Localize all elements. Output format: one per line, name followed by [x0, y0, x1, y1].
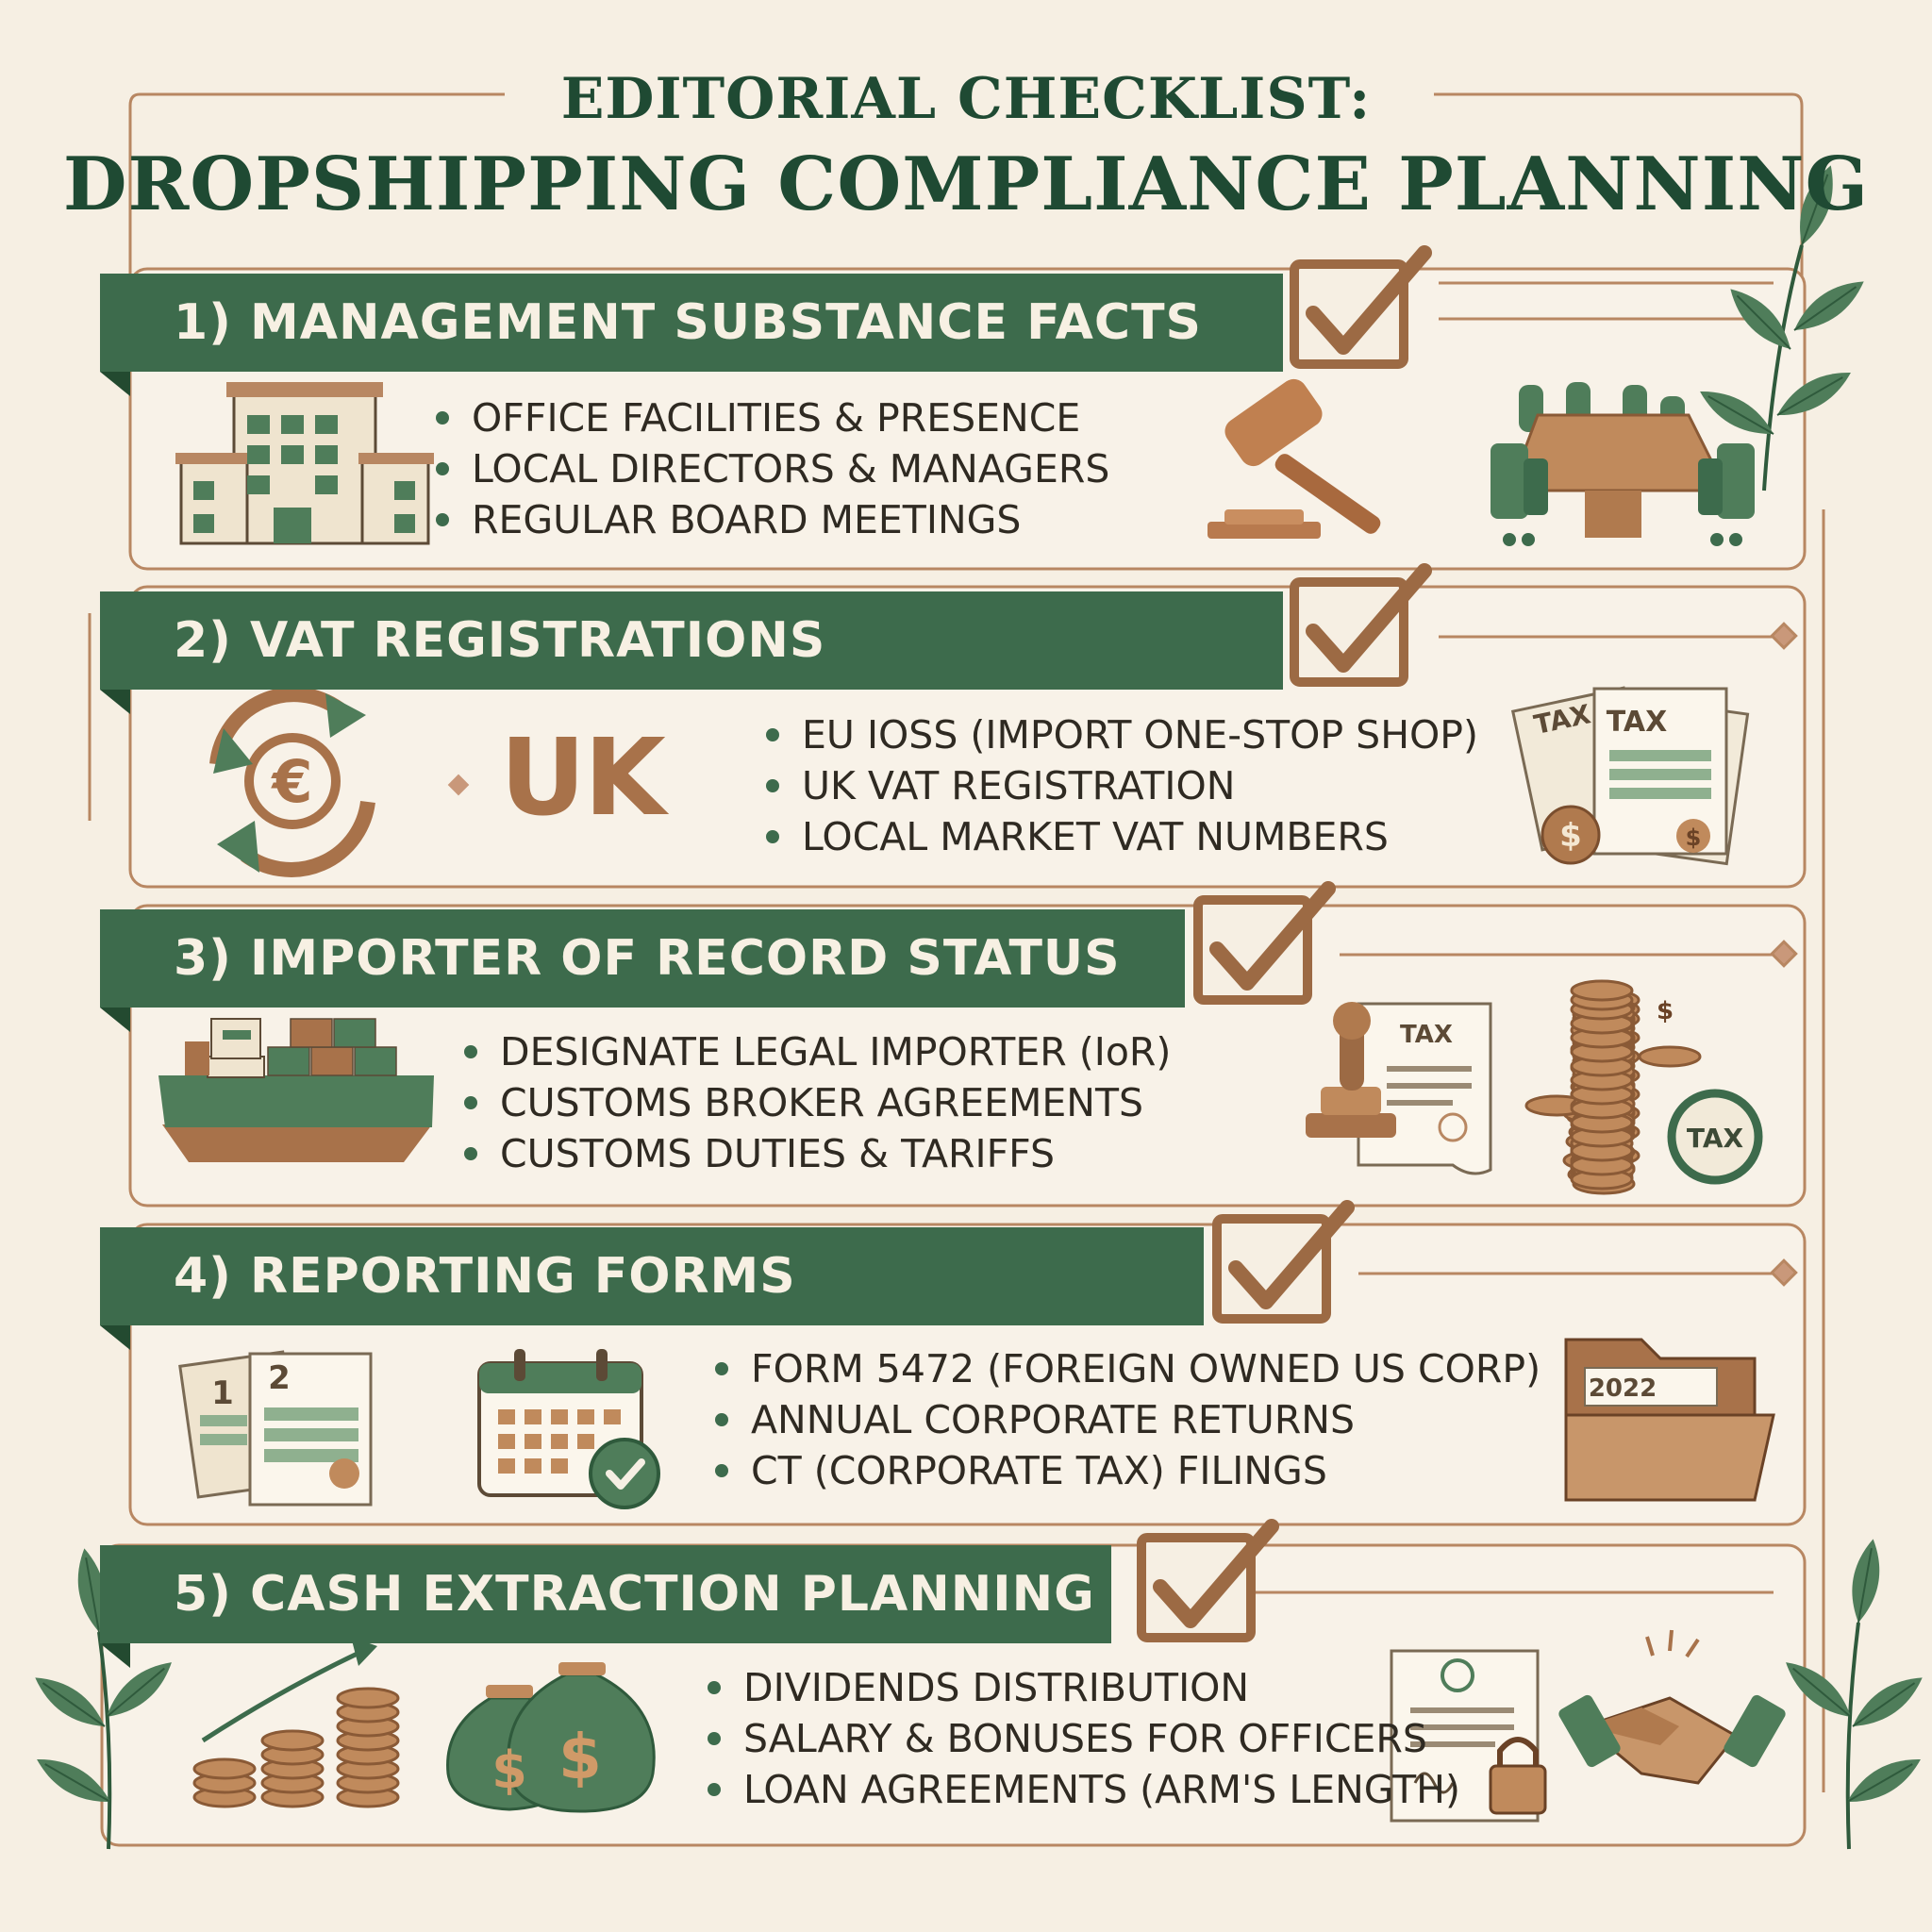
- section-2-heading: 2) VAT REGISTRATIONS: [100, 591, 1283, 690]
- tax-doc-label: TAX: [1400, 1021, 1453, 1049]
- list-item: CUSTOMS DUTIES & TARIFFS: [462, 1128, 1171, 1179]
- form-number-label: 2: [268, 1359, 291, 1397]
- tax-coin-label: TAX: [1686, 1123, 1744, 1154]
- list-item: LOCAL DIRECTORS & MANAGERS: [434, 443, 1109, 494]
- checkbox-icon: [1198, 889, 1328, 1000]
- calendar-check-icon: [479, 1349, 658, 1507]
- section-3-heading: 3) IMPORTER OF RECORD STATUS: [100, 909, 1185, 1008]
- list-item: DIVIDENDS DISTRIBUTION: [706, 1662, 1460, 1713]
- list-item: FORM 5472 (FOREIGN OWNED US CORP): [713, 1343, 1541, 1394]
- section-2-list: [764, 709, 1478, 862]
- page-title-line-1: EDITORIAL CHECKLIST:: [560, 66, 1372, 132]
- list-item: ANNUAL CORPORATE RETURNS: [713, 1394, 1541, 1445]
- section-4-list: [713, 1343, 1541, 1496]
- svg-text:$: $: [491, 1740, 527, 1800]
- uk-label: UK: [500, 717, 664, 840]
- list-item: EU IOSS (IMPORT ONE-STOP SHOP): [764, 709, 1478, 760]
- svg-text:€: €: [272, 747, 313, 816]
- folder-icon: [1566, 1340, 1774, 1500]
- section-4-heading: 4) REPORTING FORMS: [100, 1227, 1204, 1325]
- folder-year-label: 2022: [1588, 1374, 1657, 1403]
- section-1-list: [434, 392, 1109, 545]
- form-number-label: 1: [211, 1374, 234, 1412]
- list-item: LOAN AGREEMENTS (ARM'S LENGTH): [706, 1764, 1460, 1815]
- list-item: OFFICE FACILITIES & PRESENCE: [434, 392, 1109, 443]
- section-5-list: [706, 1662, 1460, 1815]
- page-title-line-2: DROPSHIPPING COMPLIANCE PLANNING: [62, 142, 1870, 227]
- section-1-heading: 1) MANAGEMENT SUBSTANCE FACTS: [100, 274, 1283, 372]
- list-item: LOCAL MARKET VAT NUMBERS: [764, 811, 1478, 862]
- list-item: CT (CORPORATE TAX) FILINGS: [713, 1445, 1541, 1496]
- list-item: DESIGNATE LEGAL IMPORTER (IoR): [462, 1026, 1171, 1077]
- checkbox-icon: [1294, 571, 1424, 682]
- checkbox-icon: [1141, 1526, 1272, 1638]
- svg-text:$: $: [1656, 997, 1674, 1025]
- list-item: UK VAT REGISTRATION: [764, 760, 1478, 811]
- list-item: CUSTOMS BROKER AGREEMENTS: [462, 1077, 1171, 1128]
- section-3-list: [462, 1026, 1171, 1179]
- list-item: REGULAR BOARD MEETINGS: [434, 494, 1109, 545]
- svg-text:$: $: [1559, 817, 1582, 855]
- tax-doc-label: TAX: [1531, 698, 1593, 741]
- checkbox-icon: [1294, 253, 1424, 364]
- section-5-heading: 5) CASH EXTRACTION PLANNING: [100, 1545, 1111, 1643]
- checkbox-icon: [1217, 1208, 1347, 1319]
- list-item: SALARY & BONUSES FOR OFFICERS: [706, 1713, 1460, 1764]
- svg-text:$: $: [558, 1721, 602, 1793]
- svg-text:$: $: [1685, 824, 1702, 851]
- tax-doc-label: TAX: [1606, 706, 1668, 739]
